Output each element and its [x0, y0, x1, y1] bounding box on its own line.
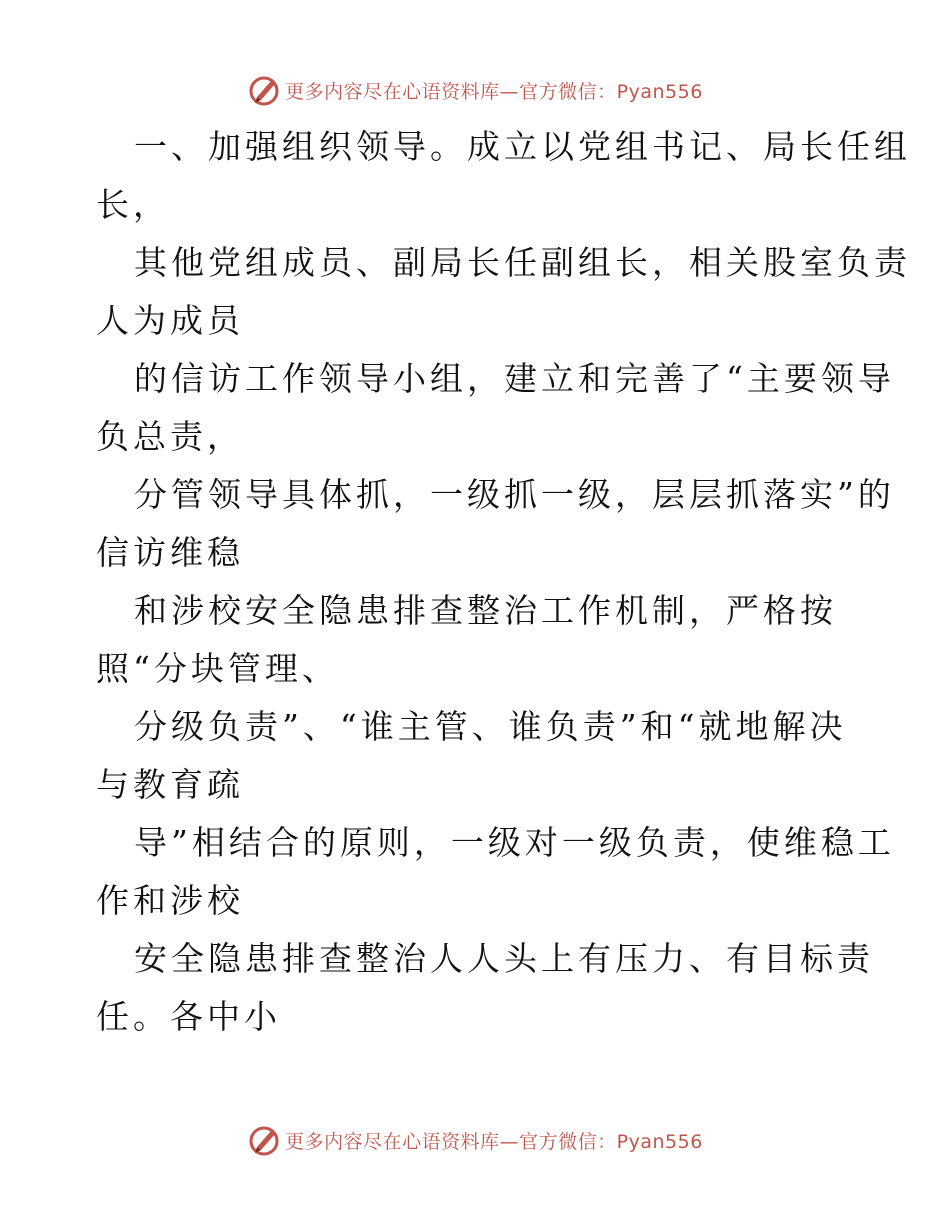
text-line: 和涉校安全隐患排查整治工作机制，严格按 [134, 591, 837, 630]
text-line: 与教育疏 [96, 765, 244, 804]
text-line: 照“分块管理、 [96, 649, 339, 688]
text-line: 分级负责”、“谁主管、谁负责”和“就地解决 [134, 707, 847, 746]
text-line: 任。各中小 [96, 997, 281, 1036]
text-line: 人为成员 [96, 301, 244, 340]
header-watermark [0, 70, 950, 110]
text-line: 分管领导具体抓，一级抓一级，层层抓落实”的 [134, 475, 895, 514]
pen-circle-icon [247, 1123, 281, 1157]
footer-watermark [0, 1120, 950, 1160]
text-line: 安全隐患排查整治人人头上有压力、有目标责 [134, 939, 874, 978]
text-line: 的信访工作领导小组，建立和完善了“主要领导 [134, 359, 895, 398]
text-line: 负总责， [96, 417, 244, 456]
text-line: 导”相结合的原则，一级对一级负责，使维稳工 [134, 823, 895, 862]
text-line: 其他党组成员、副局长任副组长，相关股室负责 [134, 243, 911, 282]
text-line: 一、加强组织领导。成立以党组书记、局长任组 [134, 127, 911, 166]
text-line: 信访维稳 [96, 533, 244, 572]
watermark-text: 更多内容尽在心语资料库—官方微信：Pyan556 [285, 1130, 703, 1153]
pen-circle-icon [247, 73, 281, 107]
text-line: 作和涉校 [96, 881, 244, 920]
text-line: 长， [96, 185, 170, 224]
watermark-text: 更多内容尽在心语资料库—官方微信：Pyan556 [285, 80, 703, 103]
